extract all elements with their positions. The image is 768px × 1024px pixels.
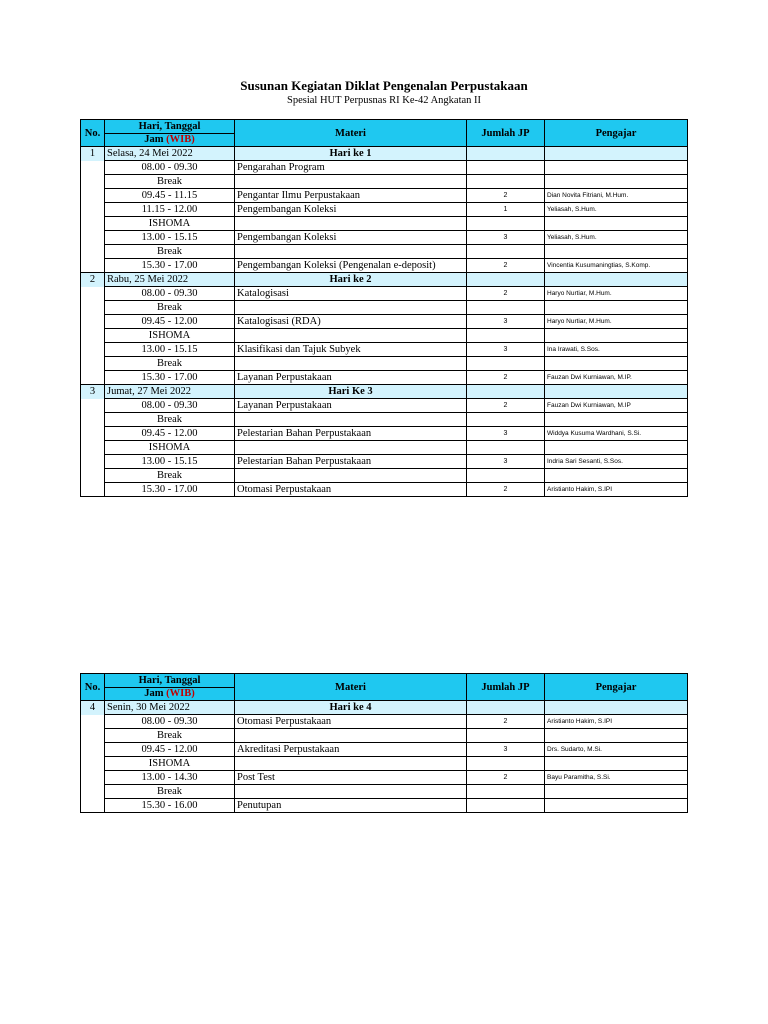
- session-time: ISHOMA: [105, 217, 235, 231]
- session-materi: Pengembangan Koleksi: [235, 203, 467, 217]
- session-time: Break: [105, 785, 235, 799]
- day-number: 4: [81, 701, 105, 715]
- no-cell: [81, 175, 105, 189]
- session-row: [81, 161, 688, 175]
- session-pengajar: [545, 357, 688, 371]
- session-jp: 2: [467, 715, 545, 729]
- session-time: Break: [105, 413, 235, 427]
- session-time: 11.15 - 12.00: [105, 203, 235, 217]
- day-label: Hari ke 4: [235, 701, 467, 715]
- session-jp: [467, 161, 545, 175]
- session-pengajar: Bayu Paramitha, S.Si.: [545, 771, 688, 785]
- session-jp: 2: [467, 287, 545, 301]
- session-jp: 3: [467, 315, 545, 329]
- day-number: 1: [81, 147, 105, 161]
- header-hari-tanggal: Hari, Tanggal: [105, 674, 234, 688]
- session-row: [81, 301, 688, 315]
- session-row: [81, 217, 688, 231]
- session-materi: [235, 785, 467, 799]
- session-pengajar: [545, 175, 688, 189]
- session-materi: [235, 729, 467, 743]
- header-jumlah-jp: Jumlah JP: [467, 120, 545, 147]
- day-pengajar-empty: [545, 385, 688, 399]
- session-materi: [235, 175, 467, 189]
- session-jp: 3: [467, 343, 545, 357]
- session-materi: Post Test: [235, 771, 467, 785]
- header-hari-tanggal: Hari, Tanggal: [105, 120, 234, 134]
- session-time: Break: [105, 245, 235, 259]
- day-date: Senin, 30 Mei 2022: [105, 701, 235, 715]
- session-pengajar: Dian Novita Fitriani, M.Hum.: [545, 189, 688, 203]
- schedule-table-1: [80, 119, 688, 497]
- session-time: 13.00 - 15.15: [105, 455, 235, 469]
- session-pengajar: [545, 245, 688, 259]
- session-pengajar: [545, 799, 688, 813]
- session-row: [81, 743, 688, 757]
- header-jam: [105, 134, 234, 146]
- session-row: [81, 315, 688, 329]
- session-jp: [467, 757, 545, 771]
- session-jp: 2: [467, 259, 545, 273]
- session-pengajar: Yeliasah, S.Hum.: [545, 203, 688, 217]
- no-cell: [81, 757, 105, 771]
- header-hari-jam: [105, 674, 235, 701]
- header-pengajar: Pengajar: [545, 674, 688, 701]
- session-jp: 1: [467, 203, 545, 217]
- day-pengajar-empty: [545, 147, 688, 161]
- session-materi: Otomasi Perpustakaan: [235, 715, 467, 729]
- no-cell: [81, 287, 105, 301]
- header-pengajar: Pengajar: [545, 120, 688, 147]
- session-jp: 3: [467, 231, 545, 245]
- header-hari-jam: [105, 120, 235, 147]
- day-number: 2: [81, 273, 105, 287]
- session-jp: 2: [467, 189, 545, 203]
- session-materi: Pengembangan Koleksi: [235, 231, 467, 245]
- no-cell: [81, 245, 105, 259]
- session-pengajar: Widdya Kusuma Wardhani, S.Si.: [545, 427, 688, 441]
- session-row: [81, 413, 688, 427]
- session-materi: [235, 469, 467, 483]
- session-time: 15.30 - 17.00: [105, 259, 235, 273]
- no-cell: [81, 161, 105, 175]
- day-jp-empty: [467, 147, 545, 161]
- document-subtitle: Spesial HUT Perpusnas RI Ke-42 Angkatan II: [286, 95, 482, 106]
- session-jp: 3: [467, 427, 545, 441]
- no-cell: [81, 231, 105, 245]
- session-pengajar: [545, 729, 688, 743]
- session-jp: [467, 175, 545, 189]
- session-time: 15.30 - 16.00: [105, 799, 235, 813]
- no-cell: [81, 371, 105, 385]
- session-jp: 3: [467, 455, 545, 469]
- no-cell: [81, 189, 105, 203]
- day-date: Rabu, 25 Mei 2022: [105, 273, 235, 287]
- day-jp-empty: [467, 385, 545, 399]
- session-materi: Layanan Perpustakaan: [235, 371, 467, 385]
- session-time: ISHOMA: [105, 441, 235, 455]
- session-time: Break: [105, 729, 235, 743]
- session-row: [81, 287, 688, 301]
- session-pengajar: Yeliasah, S.Hum.: [545, 231, 688, 245]
- session-jp: [467, 441, 545, 455]
- session-materi: [235, 441, 467, 455]
- session-time: 15.30 - 17.00: [105, 371, 235, 385]
- no-cell: [81, 785, 105, 799]
- header-jam-label: Jam: [144, 688, 164, 699]
- session-row: [81, 729, 688, 743]
- session-materi: Pelestarian Bahan Perpustakaan: [235, 455, 467, 469]
- session-materi: [235, 757, 467, 771]
- session-row: [81, 455, 688, 469]
- session-materi: Pengantar Ilmu Perpustakaan: [235, 189, 467, 203]
- session-materi: Pengarahan Program: [235, 161, 467, 175]
- session-row: [81, 799, 688, 813]
- no-cell: [81, 217, 105, 231]
- session-materi: Klasifikasi dan Tajuk Subyek: [235, 343, 467, 357]
- session-pengajar: [545, 301, 688, 315]
- day-label: Hari ke 1: [235, 147, 467, 161]
- no-cell: [81, 715, 105, 729]
- day-number: 3: [81, 385, 105, 399]
- session-pengajar: [545, 757, 688, 771]
- no-cell: [81, 301, 105, 315]
- no-cell: [81, 399, 105, 413]
- no-cell: [81, 329, 105, 343]
- session-time: 09.45 - 12.00: [105, 743, 235, 757]
- header-no: No.: [81, 674, 105, 701]
- session-pengajar: Indria Sari Sesanti, S.Sos.: [545, 455, 688, 469]
- session-jp: [467, 217, 545, 231]
- document-title: Susunan Kegiatan Diklat Pengenalan Perpustakaan: [240, 78, 528, 93]
- session-row: [81, 399, 688, 413]
- header-jam: [105, 688, 234, 700]
- session-pengajar: [545, 441, 688, 455]
- session-materi: Katalogisasi: [235, 287, 467, 301]
- session-pengajar: Ina Irawati, S.Sos.: [545, 343, 688, 357]
- session-jp: [467, 469, 545, 483]
- session-materi: Pengembangan Koleksi (Pengenalan e-deposit): [235, 259, 467, 273]
- day-label: Hari ke 2: [235, 273, 467, 287]
- session-materi: [235, 329, 467, 343]
- no-cell: [81, 427, 105, 441]
- day-jp-empty: [467, 701, 545, 715]
- session-pengajar: Fauzan Dwi Kurniawan, M.IP.: [545, 371, 688, 385]
- session-row: [81, 245, 688, 259]
- session-pengajar: Haryo Nurtiar, M.Hum.: [545, 315, 688, 329]
- session-pengajar: Haryo Nurtiar, M.Hum.: [545, 287, 688, 301]
- session-time: 08.00 - 09.30: [105, 399, 235, 413]
- session-pengajar: [545, 217, 688, 231]
- session-jp: [467, 785, 545, 799]
- session-row: [81, 259, 688, 273]
- session-row: [81, 329, 688, 343]
- session-row: [81, 771, 688, 785]
- day-pengajar-empty: [545, 273, 688, 287]
- session-row: [81, 343, 688, 357]
- day-date: Selasa, 24 Mei 2022: [105, 147, 235, 161]
- session-time: 13.00 - 14.30: [105, 771, 235, 785]
- no-cell: [81, 343, 105, 357]
- session-materi: [235, 301, 467, 315]
- header-materi: Materi: [235, 674, 467, 701]
- session-row: [81, 715, 688, 729]
- session-row: [81, 427, 688, 441]
- session-pengajar: [545, 785, 688, 799]
- header-jumlah-jp: Jumlah JP: [467, 674, 545, 701]
- session-time: 09.45 - 12.00: [105, 427, 235, 441]
- session-pengajar: Aristianto Hakim, S.IPI: [545, 483, 688, 497]
- session-jp: 2: [467, 483, 545, 497]
- session-materi: Otomasi Perpustakaan: [235, 483, 467, 497]
- session-materi: [235, 217, 467, 231]
- session-row: [81, 757, 688, 771]
- session-jp: [467, 245, 545, 259]
- session-time: Break: [105, 301, 235, 315]
- session-time: Break: [105, 357, 235, 371]
- no-cell: [81, 203, 105, 217]
- session-pengajar: [545, 161, 688, 175]
- day-label: Hari Ke 3: [235, 385, 467, 399]
- no-cell: [81, 799, 105, 813]
- session-time: 08.00 - 09.30: [105, 161, 235, 175]
- session-jp: [467, 301, 545, 315]
- session-materi: [235, 357, 467, 371]
- session-materi: Pelestarian Bahan Perpustakaan: [235, 427, 467, 441]
- session-row: [81, 203, 688, 217]
- day-pengajar-empty: [545, 701, 688, 715]
- header-wib: (WIB): [166, 134, 195, 145]
- no-cell: [81, 441, 105, 455]
- no-cell: [81, 483, 105, 497]
- session-row: [81, 371, 688, 385]
- session-row: [81, 231, 688, 245]
- session-time: ISHOMA: [105, 757, 235, 771]
- day-header-row: [81, 147, 688, 161]
- day-jp-empty: [467, 273, 545, 287]
- session-pengajar: Drs. Sudarto, M.Si.: [545, 743, 688, 757]
- session-materi: Layanan Perpustakaan: [235, 399, 467, 413]
- session-time: 15.30 - 17.00: [105, 483, 235, 497]
- no-cell: [81, 315, 105, 329]
- session-time: 09.45 - 12.00: [105, 315, 235, 329]
- no-cell: [81, 413, 105, 427]
- session-pengajar: [545, 329, 688, 343]
- session-materi: Penutupan: [235, 799, 467, 813]
- header-materi: Materi: [235, 120, 467, 147]
- day-header-row: [81, 701, 688, 715]
- session-jp: 2: [467, 371, 545, 385]
- session-pengajar: [545, 413, 688, 427]
- session-row: [81, 483, 688, 497]
- session-time: Break: [105, 175, 235, 189]
- no-cell: [81, 743, 105, 757]
- session-time: 09.45 - 11.15: [105, 189, 235, 203]
- session-time: 13.00 - 15.15: [105, 343, 235, 357]
- table-header-row: [81, 120, 688, 147]
- session-materi: [235, 413, 467, 427]
- session-row: [81, 469, 688, 483]
- session-time: Break: [105, 469, 235, 483]
- session-time: ISHOMA: [105, 329, 235, 343]
- no-cell: [81, 469, 105, 483]
- session-row: [81, 441, 688, 455]
- session-row: [81, 189, 688, 203]
- session-jp: 2: [467, 771, 545, 785]
- session-materi: [235, 245, 467, 259]
- session-pengajar: Vincentia Kusumaningtias, S.Komp.: [545, 259, 688, 273]
- session-jp: 2: [467, 399, 545, 413]
- header-no: No.: [81, 120, 105, 147]
- session-jp: [467, 357, 545, 371]
- no-cell: [81, 455, 105, 469]
- session-jp: [467, 413, 545, 427]
- session-jp: [467, 799, 545, 813]
- header-wib: (WIB): [166, 688, 195, 699]
- session-row: [81, 785, 688, 799]
- schedule-table-2: [80, 673, 688, 813]
- no-cell: [81, 771, 105, 785]
- session-pengajar: Fauzan Dwi Kurniawan, M.IP: [545, 399, 688, 413]
- table-header-row: [81, 674, 688, 701]
- no-cell: [81, 259, 105, 273]
- day-date: Jumat, 27 Mei 2022: [105, 385, 235, 399]
- session-time: 08.00 - 09.30: [105, 287, 235, 301]
- no-cell: [81, 357, 105, 371]
- session-jp: [467, 729, 545, 743]
- day-header-row: [81, 385, 688, 399]
- session-materi: Katalogisasi (RDA): [235, 315, 467, 329]
- day-header-row: [81, 273, 688, 287]
- no-cell: [81, 729, 105, 743]
- session-time: 08.00 - 09.30: [105, 715, 235, 729]
- session-time: 13.00 - 15.15: [105, 231, 235, 245]
- session-pengajar: [545, 469, 688, 483]
- header-jam-label: Jam: [144, 134, 164, 145]
- session-jp: 3: [467, 743, 545, 757]
- session-materi: Akreditasi Perpustakaan: [235, 743, 467, 757]
- session-pengajar: Aristianto Hakim, S.IPI: [545, 715, 688, 729]
- session-row: [81, 175, 688, 189]
- session-jp: [467, 329, 545, 343]
- session-row: [81, 357, 688, 371]
